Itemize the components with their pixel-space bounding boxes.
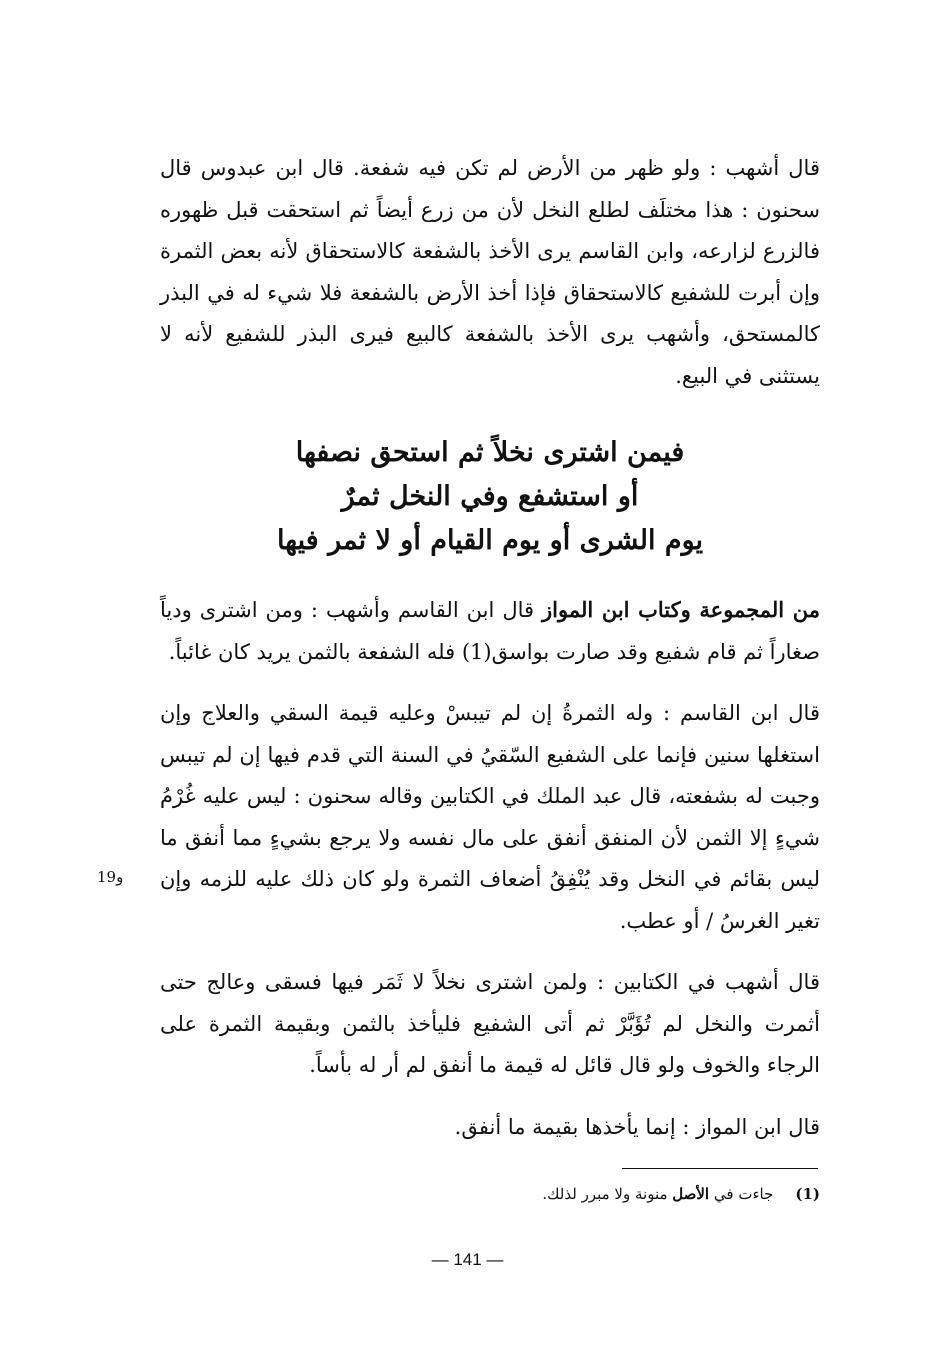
paragraph-1-tail: فله الشفعة بالثمن يريد كان غائباً. (168, 639, 462, 664)
main-text-column (160, 148, 820, 1148)
paragraph-4: قال ابن المواز : إنما يأخذها بقيمة ما أنفق. (454, 1114, 820, 1139)
source-citation: من المجموعة وكتاب ابن المواز (542, 597, 820, 622)
paragraph-1 (160, 589, 820, 673)
heading-line-1: فيمن اشترى نخلاً ثم استحق نصفها (295, 437, 685, 468)
footnote-text-b: منونة ولا مبرر لذلك. (542, 1185, 673, 1203)
section-heading (160, 431, 820, 563)
paragraph-3: قال أشهب في الكتابين : ولمن اشترى نخلاً لا ثَمَر فيها فسقى وعالج حتى أثمرت والنخل لم تُؤَبَّرْ ثم أتى الشفيع فليأخذ بالثمن وبقيمة الثمرة على الرجاء والخوف ولو قال قائل له قيمة ما أنفق لم أر له بأساً. (160, 970, 820, 1077)
paragraph-intro: قال أشهب : ولو ظهر من الأرض لم تكن فيه شفعة. قال ابن عبدوس قال سحنون : هذا مختلَف لطلع النخل لأن من زرع أيضاً ثم استحقت قبل ظهوره فالزرع لزارعه، وابن القاسم يرى الأخذ بالشفعة كالاستحقاق لأنه بعض الثمرة وإن أبرت للشفيع كالاستحقاق فإذا أخذ الأرض بالشفعة فلا شيء له في البذر كالمستحق، وأشهب يرى الأخذ بالشفعة كالبيع فيرى البذر للشفيع لأنه لا يستثنى في البيع. (160, 156, 820, 388)
page-number: — 141 — (431, 1250, 504, 1269)
paragraph-1-text: قال ابن القاسم وأشهب : ومن اشترى ودياً صغاراً ثم قام شفيع وقد صارت بواسق (160, 598, 820, 664)
paragraph-2: قال ابن القاسم : وله الثمرةُ إن لم تيبسْ وعليه قيمة السقي والعلاج وإن استغلها سنين فإنما على الشفيع السّقيُ في السنة التي قدم فيها إن لم تيبس وجبت له بشفعته، قال عبد الملك في الكتابين وقاله سحنون : ليس عليه غُرْمُ شيءٍ إلا الثمن لأن المنفق أنفق على مال نفسه ولا يرجع بشيءٍ مما أنفق ما ليس بقائم في النخل وقد يُنْفِقُ أضعاف الثمرة ولو كان ذلك عليه للزمه وإن تغير الغرسُ / أو عطب. (160, 701, 820, 933)
footnote-text-a: جاءت في (709, 1185, 774, 1203)
footnote-text-bold: الأصل (672, 1185, 710, 1203)
heading-line-3: يوم الشرى أو يوم القيام أو لا ثمر فيها (276, 525, 704, 556)
heading-line-2: أو استشفع وفي النخل ثمرٌ (341, 481, 639, 512)
footnote (300, 1181, 820, 1207)
manuscript-folio-note: 19و (97, 868, 124, 886)
footnote-reference: (1) (461, 639, 492, 664)
footnote-marker: (1) (795, 1185, 820, 1203)
footnote-divider (622, 1168, 818, 1169)
